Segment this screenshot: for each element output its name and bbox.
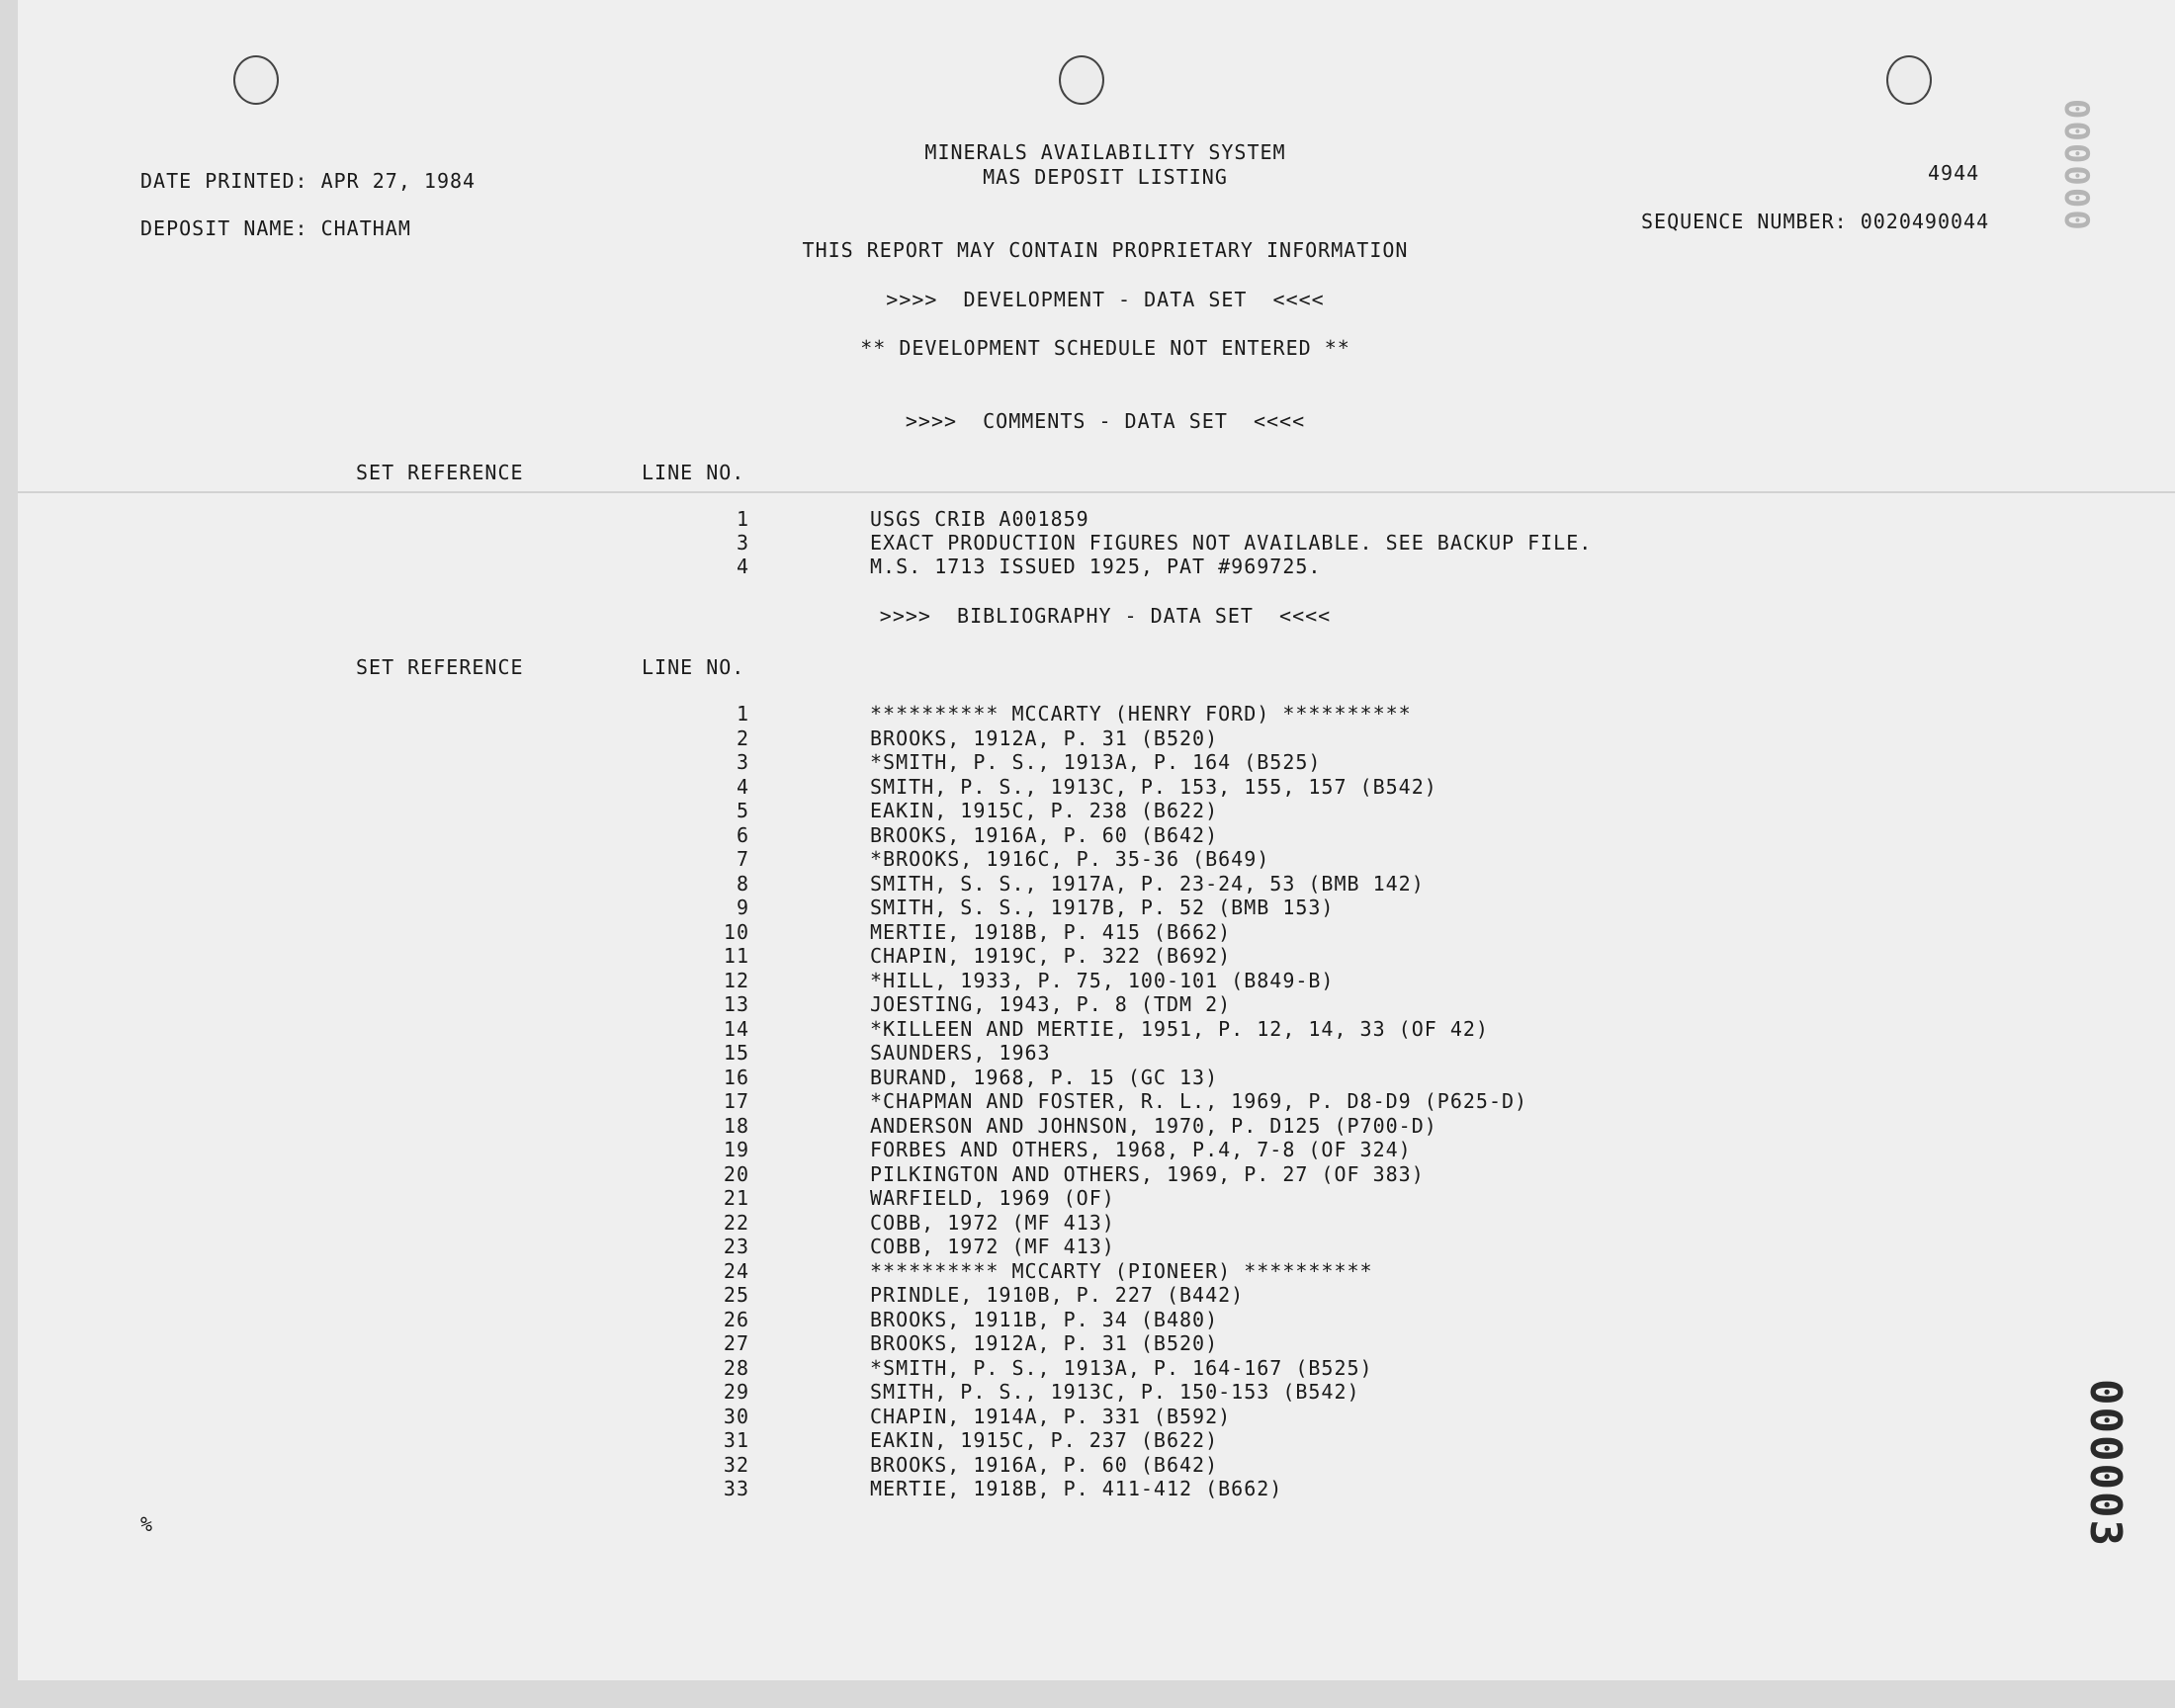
line-text: SMITH, S. S., 1917B, P. 52 (BMB 153) bbox=[870, 896, 1335, 919]
line-number: 7 bbox=[736, 847, 749, 871]
line-number: 33 bbox=[723, 1477, 749, 1500]
line-number: 32 bbox=[723, 1452, 749, 1477]
line-number: 11 bbox=[723, 944, 749, 968]
comments-heading: >>>> COMMENTS - DATA SET <<<< bbox=[905, 409, 1306, 433]
page-number: 4944 bbox=[1928, 161, 1980, 185]
listing-title: MAS DEPOSIT LISTING bbox=[983, 165, 1228, 189]
line-number: 20 bbox=[723, 1161, 749, 1186]
line-number: 4 bbox=[736, 774, 749, 799]
comments-col-line-no: LINE NO. bbox=[642, 461, 745, 484]
line-text: *BROOKS, 1916C, P. 35-36 (B649) bbox=[870, 847, 1270, 871]
punch-hole-left bbox=[233, 55, 279, 105]
system-title: MINERALS AVAILABILITY SYSTEM bbox=[924, 140, 1286, 164]
line-text: FORBES AND OTHERS, 1968, P.4, 7-8 (OF 324) bbox=[870, 1138, 1412, 1161]
line-text: *KILLEEN AND MERTIE, 1951, P. 12, 14, 33 (OF 42) bbox=[870, 1016, 1489, 1041]
line-text: COBB, 1972 (MF 413) bbox=[870, 1235, 1115, 1258]
fold-line bbox=[18, 491, 2175, 493]
bibliography-col-set-reference: SET REFERENCE bbox=[356, 655, 524, 679]
line-text: SAUNDERS, 1963 bbox=[870, 1041, 1051, 1065]
percent-mark: % bbox=[140, 1512, 154, 1536]
line-text: BROOKS, 1916A, P. 60 (B642) bbox=[870, 1452, 1219, 1477]
line-number: 12 bbox=[723, 968, 749, 992]
line-number: 15 bbox=[723, 1041, 749, 1065]
line-text: ANDERSON AND JOHNSON, 1970, P. D125 (P700-D) bbox=[870, 1113, 1437, 1138]
proprietary-notice: THIS REPORT MAY CONTAIN PROPRIETARY INFORMATION bbox=[802, 238, 1409, 262]
line-text: EAKIN, 1915C, P. 238 (B622) bbox=[870, 799, 1219, 822]
line-text: USGS CRIB A001859 bbox=[870, 507, 1089, 531]
line-number: 27 bbox=[723, 1331, 749, 1355]
line-number: 2 bbox=[736, 726, 749, 750]
sequence-number: SEQUENCE NUMBER: 0020490044 bbox=[1641, 210, 1990, 233]
line-text: SMITH, P. S., 1913C, P. 153, 155, 157 (B542) bbox=[870, 774, 1437, 799]
punch-hole-center bbox=[1059, 55, 1104, 105]
line-number: 21 bbox=[723, 1186, 749, 1210]
line-number: 17 bbox=[723, 1089, 749, 1113]
line-number: 29 bbox=[723, 1380, 749, 1404]
comments-col-set-reference: SET REFERENCE bbox=[356, 461, 524, 484]
line-text: SMITH, S. S., 1917A, P. 23-24, 53 (BMB 142) bbox=[870, 871, 1425, 896]
line-text: CHAPIN, 1914A, P. 331 (B592) bbox=[870, 1404, 1232, 1428]
line-text: COBB, 1972 (MF 413) bbox=[870, 1210, 1115, 1235]
line-text: *HILL, 1933, P. 75, 100-101 (B849-B) bbox=[870, 968, 1335, 992]
line-text: ********** MCCARTY (HENRY FORD) ********** bbox=[870, 702, 1412, 726]
line-number: 4 bbox=[736, 555, 749, 578]
line-number: 25 bbox=[723, 1283, 749, 1307]
line-text: BROOKS, 1916A, P. 60 (B642) bbox=[870, 822, 1219, 847]
line-number: 31 bbox=[723, 1428, 749, 1452]
line-number: 19 bbox=[723, 1138, 749, 1161]
line-number: 30 bbox=[723, 1404, 749, 1428]
date-printed: DATE PRINTED: APR 27, 1984 bbox=[140, 169, 477, 193]
line-number: 8 bbox=[736, 871, 749, 896]
line-number: 24 bbox=[723, 1258, 749, 1283]
deposit-name: DEPOSIT NAME: CHATHAM bbox=[140, 216, 411, 240]
bibliography-col-line-no: LINE NO. bbox=[642, 655, 745, 679]
bibliography-heading: >>>> BIBLIOGRAPHY - DATA SET <<<< bbox=[879, 604, 1332, 628]
document-page bbox=[18, 0, 2175, 1680]
line-text: EAKIN, 1915C, P. 237 (B622) bbox=[870, 1428, 1219, 1452]
line-text: EXACT PRODUCTION FIGURES NOT AVAILABLE. SEE BACKUP FILE. bbox=[870, 531, 1593, 555]
line-number: 1 bbox=[736, 702, 749, 726]
line-text: *SMITH, P. S., 1913A, P. 164 (B525) bbox=[870, 750, 1322, 774]
line-number: 26 bbox=[723, 1307, 749, 1331]
line-text: CHAPIN, 1919C, P. 322 (B692) bbox=[870, 944, 1232, 968]
line-text: MERTIE, 1918B, P. 411-412 (B662) bbox=[870, 1477, 1283, 1500]
line-number: 14 bbox=[723, 1016, 749, 1041]
line-number: 3 bbox=[736, 750, 749, 774]
line-text: WARFIELD, 1969 (OF) bbox=[870, 1186, 1115, 1210]
line-number: 3 bbox=[736, 531, 749, 555]
line-number: 9 bbox=[736, 896, 749, 919]
line-number: 10 bbox=[723, 919, 749, 944]
line-text: BROOKS, 1912A, P. 31 (B520) bbox=[870, 726, 1219, 750]
line-number: 5 bbox=[736, 799, 749, 822]
line-number: 23 bbox=[723, 1235, 749, 1258]
line-text: MERTIE, 1918B, P. 415 (B662) bbox=[870, 919, 1232, 944]
line-text: *CHAPMAN AND FOSTER, R. L., 1969, P. D8-D9 (P625-D) bbox=[870, 1089, 1528, 1113]
line-number: 22 bbox=[723, 1210, 749, 1235]
development-heading: >>>> DEVELOPMENT - DATA SET <<<< bbox=[886, 288, 1325, 311]
filing-stamp-bottom: 000003 bbox=[2080, 1379, 2131, 1548]
line-number: 6 bbox=[736, 822, 749, 847]
line-text: BROOKS, 1912A, P. 31 (B520) bbox=[870, 1331, 1219, 1355]
line-text: ********** MCCARTY (PIONEER) ********** bbox=[870, 1258, 1373, 1283]
punch-hole-right bbox=[1886, 55, 1932, 105]
line-text: BURAND, 1968, P. 15 (GC 13) bbox=[870, 1065, 1219, 1089]
line-text: SMITH, P. S., 1913C, P. 150-153 (B542) bbox=[870, 1380, 1360, 1404]
line-text: BROOKS, 1911B, P. 34 (B480) bbox=[870, 1307, 1219, 1331]
line-number: 28 bbox=[723, 1355, 749, 1380]
line-text: *SMITH, P. S., 1913A, P. 164-167 (B525) bbox=[870, 1355, 1373, 1380]
line-number: 1 bbox=[736, 507, 749, 531]
line-text: PRINDLE, 1910B, P. 227 (B442) bbox=[870, 1283, 1245, 1307]
line-text: M.S. 1713 ISSUED 1925, PAT #969725. bbox=[870, 555, 1322, 578]
line-number: 13 bbox=[723, 992, 749, 1016]
development-note: ** DEVELOPMENT SCHEDULE NOT ENTERED ** bbox=[860, 336, 1350, 360]
line-number: 18 bbox=[723, 1113, 749, 1138]
line-text: PILKINGTON AND OTHERS, 1969, P. 27 (OF 383) bbox=[870, 1161, 1425, 1186]
filing-stamp-top: 000000 bbox=[2056, 99, 2096, 232]
line-text: JOESTING, 1943, P. 8 (TDM 2) bbox=[870, 992, 1232, 1016]
line-number: 16 bbox=[723, 1065, 749, 1089]
